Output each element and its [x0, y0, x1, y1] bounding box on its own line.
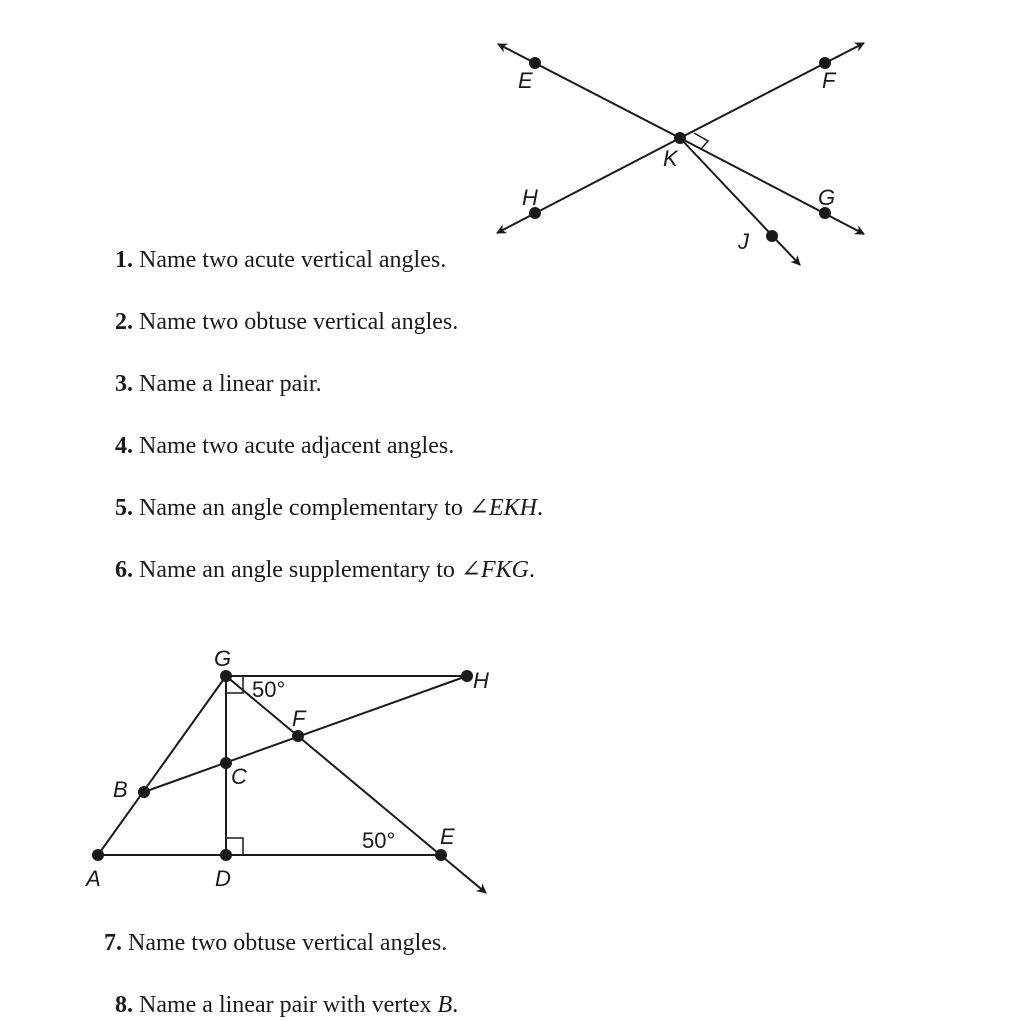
- segment-bh: [144, 676, 467, 792]
- question-6: 6. Name an angle supplementary to ∠FKG.: [115, 557, 535, 583]
- label-h: H: [522, 185, 538, 210]
- label-d2: D: [215, 866, 231, 891]
- segment-ga: [98, 676, 226, 855]
- question-8: 8. Name a linear pair with vertex B.: [115, 992, 459, 1018]
- point-d2: [220, 849, 232, 861]
- question-2: 2. Name two obtuse vertical angles.: [115, 309, 459, 335]
- point-j: [766, 230, 778, 242]
- label-f: F: [822, 68, 836, 93]
- line-hf: [680, 43, 864, 138]
- angle-label-e: 50°: [362, 828, 396, 853]
- point-f2: [292, 730, 304, 742]
- label-c2: C: [231, 764, 247, 789]
- label-g: G: [818, 185, 836, 210]
- question-7: 7. Name two obtuse vertical angles.: [104, 930, 448, 956]
- question-4: 4. Name two acute adjacent angles.: [115, 433, 455, 459]
- label-j: J: [738, 229, 749, 254]
- label-b2: B: [113, 777, 128, 802]
- diagram-1: [497, 43, 864, 265]
- label-f2: F: [292, 706, 306, 731]
- point-h2: [461, 670, 473, 682]
- question-1: 1. Name two acute vertical angles.: [115, 247, 447, 273]
- point-b2: [138, 786, 150, 798]
- question-5: 5. Name an angle complementary to ∠EKH.: [115, 495, 543, 521]
- angle-label-g: 50°: [252, 677, 286, 702]
- point-k: [674, 132, 686, 144]
- label-e2: E: [440, 824, 455, 849]
- label-h2: H: [473, 668, 489, 693]
- point-g2: [220, 670, 232, 682]
- label-e: E: [518, 68, 533, 93]
- ray-ge: [226, 676, 486, 893]
- question-3: 3. Name a linear pair.: [115, 371, 322, 397]
- label-k: K: [663, 146, 678, 171]
- label-g2: G: [214, 646, 232, 671]
- point-e2: [435, 849, 447, 861]
- point-a2: [92, 849, 104, 861]
- label-a2: A: [86, 866, 101, 891]
